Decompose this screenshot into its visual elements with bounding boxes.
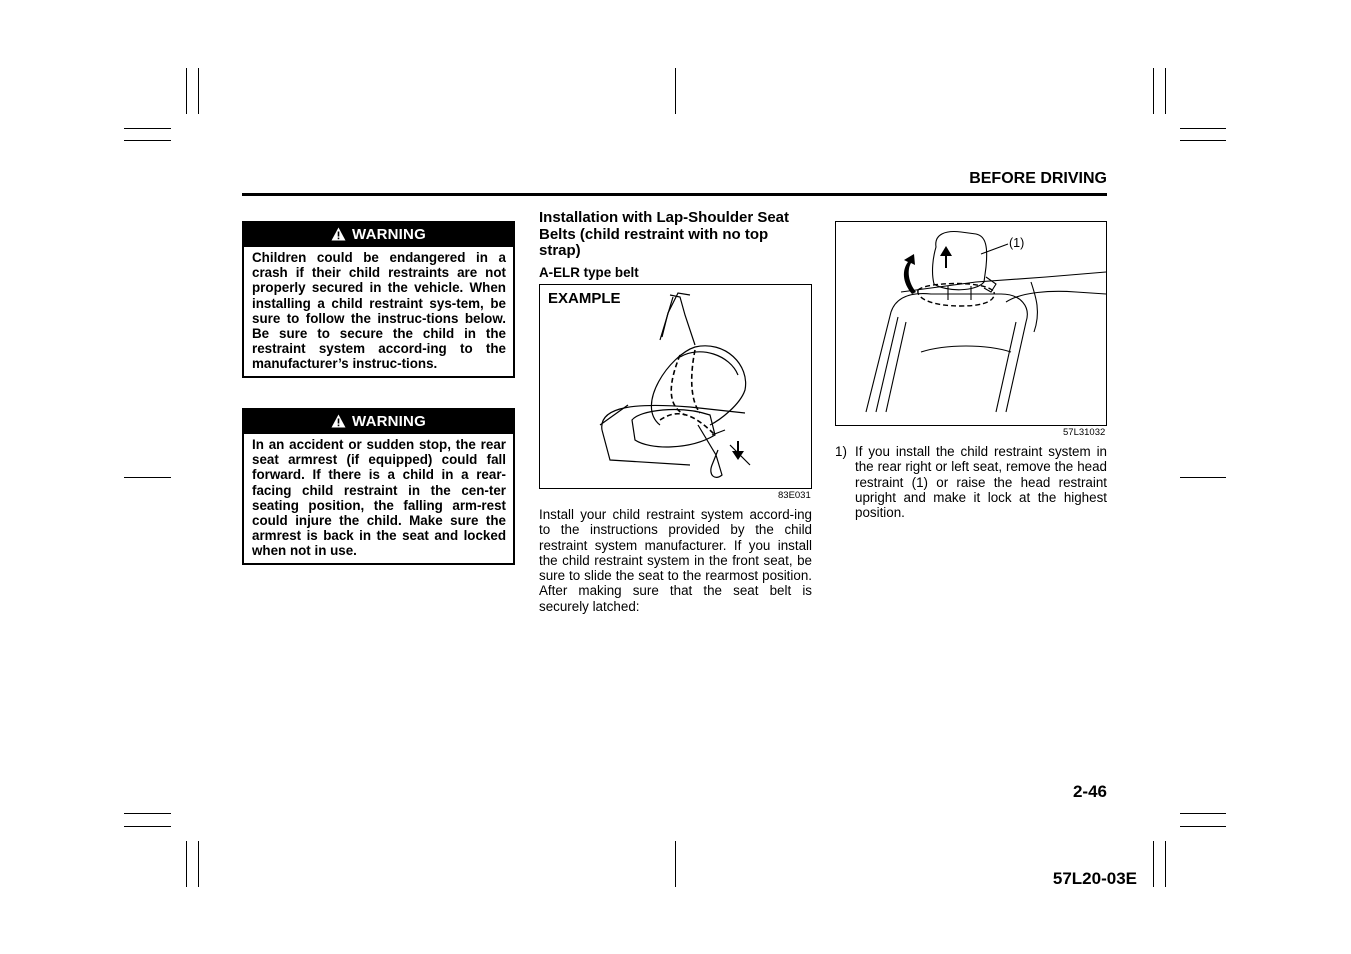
arrow-up-icon <box>940 246 952 268</box>
installation-body: Install your child restraint system accord-ing to the instructions provided by the child restraint system manufacturer. If you install the child restraint system in the front seat, be sure to slide the seat to the rearmost position. After making sure that the seat belt is securely latched: <box>539 507 812 614</box>
crop-mark <box>1180 140 1226 141</box>
curved-arrow-icon <box>904 254 916 294</box>
crop-mark <box>675 68 676 114</box>
installation-heading-block <box>539 210 812 280</box>
step-number: 1) <box>835 444 847 459</box>
crop-mark <box>1165 841 1166 887</box>
crop-mark <box>124 477 171 478</box>
figure-code: 83E031 <box>778 490 811 501</box>
head-restraint-drawing <box>836 222 1106 425</box>
instruction-step <box>835 444 1107 520</box>
warning-box <box>242 221 515 378</box>
warning-text: In an accident or sudden stop, the rear seat armrest (if equipped) could fall forward. If there is a child in a rear-facing child restraint in the cen-ter seating position, the falling arm-rest could injure the child. Make sure the armrest is back in the seat and locked when not in use. <box>252 437 506 559</box>
crop-mark <box>1180 128 1226 129</box>
crop-mark <box>1153 68 1154 114</box>
head-restraint-illustration <box>835 221 1107 426</box>
section-header: BEFORE DRIVING <box>969 170 1107 187</box>
child-seat-illustration <box>539 284 812 489</box>
crop-mark <box>186 68 187 114</box>
crop-mark <box>124 826 171 827</box>
warning-title-bar <box>244 223 513 247</box>
page-number: 2-46 <box>1072 782 1107 801</box>
warning-title: WARNING <box>352 413 426 430</box>
header-rule <box>242 193 1107 196</box>
crop-mark <box>186 841 187 887</box>
warning-triangle-icon <box>331 225 346 249</box>
document-code: 57L20-03E <box>1052 869 1137 888</box>
crop-mark <box>124 128 171 129</box>
figure-code: 57L31032 <box>1063 427 1106 438</box>
crop-mark <box>124 813 171 814</box>
figure-label: EXAMPLE <box>548 290 621 307</box>
step-text: If you install the child restraint system in the rear right or left seat, remove the head restraint (1) or raise the head restraint upright and make it lock at the highest position. <box>855 444 1107 521</box>
elr-subtitle: A-ELR type belt <box>539 264 639 280</box>
crop-mark <box>198 841 199 887</box>
crop-mark <box>1180 826 1226 827</box>
crop-mark <box>124 140 171 141</box>
crop-mark <box>1153 841 1154 887</box>
warning-text: Children could be endangered in a crash if their child restraints are not properly secured in the vehicle. When installing a child restraint sys-tem, be sure to follow the instruc-tions below. Be sure to secure the child in the restraint system accord-ing to the manufacturer’s instruc-tions. <box>252 250 506 372</box>
crop-mark <box>1180 813 1226 814</box>
crop-mark <box>1180 477 1226 478</box>
warning-title: WARNING <box>352 226 426 243</box>
warning-triangle-icon <box>331 412 346 436</box>
child-seat-drawing <box>540 285 811 488</box>
crop-mark <box>198 68 199 114</box>
crop-mark <box>1165 68 1166 114</box>
crop-mark <box>675 841 676 887</box>
warning-title-bar <box>244 410 513 434</box>
installation-title: Installation with Lap-Shoulder Seat Belts (child restraint with no top strap) <box>539 209 790 259</box>
figure-callout: (1) <box>1009 236 1025 250</box>
warning-box <box>242 408 515 565</box>
